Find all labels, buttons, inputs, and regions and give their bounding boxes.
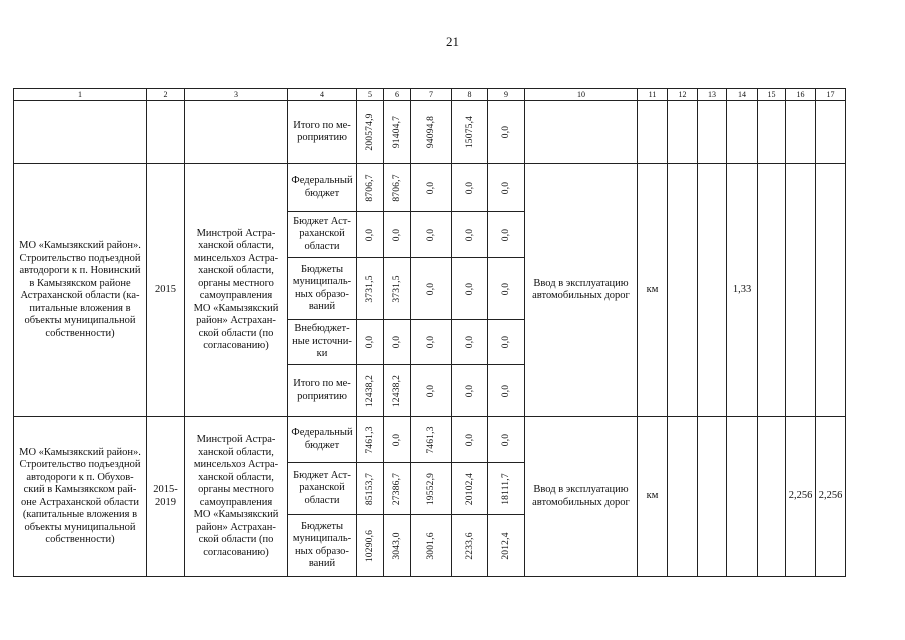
empty-cell	[758, 417, 786, 577]
value-col7: 0,0	[411, 164, 452, 212]
measure-executor: Минстрой Астра- ханской области, минсельхоз Астра- ханской области, органы местного самоуправления МО «Камызякский район» Астрахан- ской области (по согласованию)	[185, 417, 288, 577]
empty-cell	[786, 101, 816, 164]
funding-source: Бюджет Аст- раханской области	[288, 463, 357, 515]
measure-executor: Минстрой Астра- ханской области, минсельхоз Астра- ханской области, органы местного самоуправления МО «Камызякский район» Астрахан- ской области (по согласованию)	[185, 164, 288, 417]
empty-cell	[698, 101, 727, 164]
header-cell: 15	[758, 89, 786, 101]
value-col5: 10290,6	[357, 515, 384, 577]
value-col9: 0,0	[488, 320, 525, 365]
header-cell: 9	[488, 89, 525, 101]
value-col5: 3731,5	[357, 258, 384, 320]
header-cell: 2	[147, 89, 185, 101]
header-cell: 7	[411, 89, 452, 101]
empty-cell	[758, 164, 786, 417]
header-cell: 17	[816, 89, 846, 101]
header-cell: 16	[786, 89, 816, 101]
value-col9: 0,0	[488, 212, 525, 258]
empty-cell	[525, 101, 638, 164]
value-col8: 0,0	[452, 365, 488, 417]
indicator-unit: км	[638, 164, 668, 417]
measure-name: МО «Камызякский район». Строительство подъездной автодороги к п. Обухов- ский в Камызякском рай- оне Астраханской области (капитальные вложения в объекты муниципальной собственности)	[14, 417, 147, 577]
block1-row	[14, 164, 846, 212]
carry-total-row	[14, 101, 846, 164]
value-col8: 15075,4	[452, 101, 488, 164]
indicator-name: Ввод в эксплуатацию автомобильных дорог	[525, 417, 638, 577]
empty-cell	[185, 101, 288, 164]
value-col8: 2233,6	[452, 515, 488, 577]
value-col5: 0,0	[357, 320, 384, 365]
funding-source: Бюджеты муниципаль- ных образо- ваний	[288, 258, 357, 320]
empty-cell	[758, 101, 786, 164]
empty-cell	[638, 101, 668, 164]
value-col9: 0,0	[488, 258, 525, 320]
value-col8: 0,0	[452, 320, 488, 365]
header-cell: 13	[698, 89, 727, 101]
page-number: 21	[446, 34, 459, 49]
value-col5: 85153,7	[357, 463, 384, 515]
value-col6: 12438,2	[384, 365, 411, 417]
indicator-value-col17: 2,256	[816, 417, 846, 577]
value-col8: 0,0	[452, 212, 488, 258]
funding-source: Бюджеты муниципаль- ных образо- ваний	[288, 515, 357, 577]
funding-source: Федеральный бюджет	[288, 417, 357, 463]
value-col9: 0,0	[488, 417, 525, 463]
value-col6: 8706,7	[384, 164, 411, 212]
header-cell: 4	[288, 89, 357, 101]
empty-cell	[786, 164, 816, 417]
header-cell: 1	[14, 89, 147, 101]
funding-source: Федеральный бюджет	[288, 164, 357, 212]
empty-cell	[727, 417, 758, 577]
indicator-unit: км	[638, 417, 668, 577]
funding-source: Итого по ме- роприятию	[288, 365, 357, 417]
empty-cell	[698, 417, 727, 577]
funding-source: Итого по ме- роприятию	[288, 101, 357, 164]
value-col8: 0,0	[452, 164, 488, 212]
value-col5: 12438,2	[357, 365, 384, 417]
value-col7: 3001,6	[411, 515, 452, 577]
empty-cell	[816, 101, 846, 164]
indicator-value-col16: 2,256	[786, 417, 816, 577]
value-col9: 0,0	[488, 164, 525, 212]
empty-cell	[14, 101, 147, 164]
value-col9: 0,0	[488, 365, 525, 417]
header-cell: 3	[185, 89, 288, 101]
empty-cell	[816, 164, 846, 417]
value-col6: 3731,5	[384, 258, 411, 320]
funding-source: Бюджет Аст- раханской области	[288, 212, 357, 258]
value-col7: 0,0	[411, 320, 452, 365]
value-col6: 0,0	[384, 212, 411, 258]
value-col9: 18111,7	[488, 463, 525, 515]
value-col5: 0,0	[357, 212, 384, 258]
indicator-name: Ввод в эксплуатацию автомобильных дорог	[525, 164, 638, 417]
header-cell: 12	[668, 89, 698, 101]
value-col8: 0,0	[452, 258, 488, 320]
value-col7: 19552,9	[411, 463, 452, 515]
indicator-value-col14: 1,33	[727, 164, 758, 417]
value-col5: 8706,7	[357, 164, 384, 212]
value-col6: 27386,7	[384, 463, 411, 515]
measure-year: 2015- 2019	[147, 417, 185, 577]
block2-row	[14, 417, 846, 463]
value-col7: 0,0	[411, 365, 452, 417]
funding-source: Внебюджет- ные источни- ки	[288, 320, 357, 365]
empty-cell	[668, 164, 698, 417]
program-table	[13, 88, 846, 577]
header-cell: 14	[727, 89, 758, 101]
empty-cell	[668, 417, 698, 577]
value-col6: 0,0	[384, 417, 411, 463]
header-cell: 8	[452, 89, 488, 101]
header-row	[14, 89, 846, 101]
measure-year: 2015	[147, 164, 185, 417]
value-col6: 3043,0	[384, 515, 411, 577]
value-col7: 7461,3	[411, 417, 452, 463]
value-col9: 0,0	[488, 101, 525, 164]
header-cell: 10	[525, 89, 638, 101]
header-cell: 6	[384, 89, 411, 101]
measure-name: МО «Камызякский район». Строительство подъездной автодороги к п. Новинский в Камызякском районе Астраханской области (ка- питальные вложения в объекты муниципальной собственности)	[14, 164, 147, 417]
value-col9: 2012,4	[488, 515, 525, 577]
value-col7: 94094,8	[411, 101, 452, 164]
header-cell: 11	[638, 89, 668, 101]
empty-cell	[698, 164, 727, 417]
value-col7: 0,0	[411, 258, 452, 320]
empty-cell	[727, 101, 758, 164]
value-col6: 91404,7	[384, 101, 411, 164]
value-col8: 0,0	[452, 417, 488, 463]
header-cell: 5	[357, 89, 384, 101]
empty-cell	[147, 101, 185, 164]
value-col6: 0,0	[384, 320, 411, 365]
empty-cell	[668, 101, 698, 164]
value-col5: 7461,3	[357, 417, 384, 463]
value-col7: 0,0	[411, 212, 452, 258]
value-col5: 200574,9	[357, 101, 384, 164]
value-col8: 20102,4	[452, 463, 488, 515]
